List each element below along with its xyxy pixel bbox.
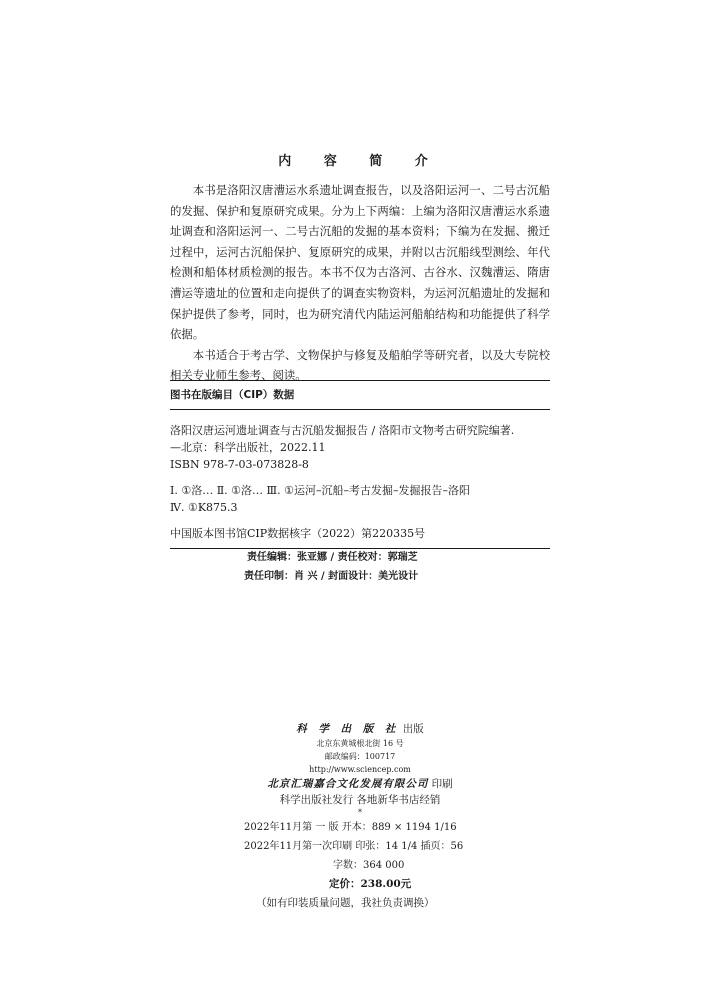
printer-line bbox=[0, 776, 720, 792]
cip-book-title: 洛阳汉唐运河遗址调查与古沉船发掘报告 / 洛阳市文物考古研究院编著. bbox=[170, 424, 515, 437]
summary-p1-line: 掘、搬迁过程中，运河古沉船保护、复原研究的成果，并附以古沉船线型 bbox=[170, 224, 550, 259]
summary-p1-line: 测绘、年代检测和船体材质检测的报告。本书不仅为古洛河、古谷水、汉 bbox=[170, 244, 550, 280]
summary-p1-line: 魏漕运、隋唐漕运等遗址的位置和走向提供了的调查实物资料，为运河沉 bbox=[170, 265, 550, 300]
distribution-line: 科学出版社发行 各地新华书店经销 bbox=[279, 794, 441, 806]
summary-p1-line: 船遗址的发掘和保护提供了参考，同时，也为研究清代内陆运河船舶结构 bbox=[170, 285, 550, 321]
cip-classification-1: Ⅰ. ①洛… Ⅱ. ①洛… Ⅲ. ①运河–沉船–考古发掘–发掘报告–洛阳 bbox=[170, 484, 470, 497]
summary-body bbox=[170, 180, 550, 386]
cip-heading: 图书在版编目（CIP）数据 bbox=[170, 389, 295, 401]
summary-p1-line: 本书是洛阳汉唐漕运水系遗址调查报告，以及洛阳运河一、二号古沉 bbox=[192, 183, 539, 197]
edition-block bbox=[0, 818, 720, 913]
publisher-line bbox=[0, 721, 720, 737]
cip-publisher-line: —北京：科学出版社，2022.11 bbox=[170, 441, 326, 454]
publisher-block bbox=[0, 721, 720, 818]
edition-row-1: 2022年11月第 一 版 开本：889 × 1194 1/16 bbox=[244, 822, 457, 833]
printer-name: 北京汇瑞嘉合文化发展有限公司 bbox=[267, 778, 429, 790]
separator-star: * bbox=[358, 808, 362, 817]
credits-editors: 责任编辑：张亚娜 / 责任校对：郭瑞芝 bbox=[247, 552, 418, 563]
printer-suffix: 印刷 bbox=[431, 778, 453, 790]
publisher-name: 科 学 出 版 社 bbox=[296, 723, 400, 735]
cip-number: 中国版本图书馆CIP数据核字（2022）第220335号 bbox=[170, 527, 426, 540]
cip-classification-2: Ⅳ. ①K875.3 bbox=[170, 501, 238, 514]
summary-p1-line: 系遗址调查和洛阳运河一、二号古沉船的发掘的基本资料；下编为在发 bbox=[170, 203, 550, 239]
publisher-postcode: 邮政编码：100717 bbox=[324, 752, 396, 761]
credits-block bbox=[0, 548, 720, 586]
quality-notice: （如有印装质量问题，我社负责调换） bbox=[256, 897, 435, 909]
publisher-suffix: 出版 bbox=[402, 723, 424, 735]
spacer bbox=[170, 516, 550, 525]
publisher-website: http://www.sciencep.com bbox=[309, 765, 411, 774]
summary-p2-line: 本书适合于考古学、文物保护与修复及船舶学等研究者，以及大专院 bbox=[192, 347, 539, 362]
price: 定价：238.00元 bbox=[329, 878, 412, 890]
summary-title: 内 容 简 介 bbox=[278, 154, 442, 169]
summary-p2-line: 校相关专业师生参考、阅读。 bbox=[170, 347, 550, 383]
credits-production: 责任印制：肖 兴 / 封面设计：美光设计 bbox=[244, 571, 419, 582]
spacer bbox=[170, 473, 550, 482]
spacer bbox=[170, 410, 550, 422]
cip-block bbox=[170, 380, 550, 549]
word-count: 字数：364 000 bbox=[333, 860, 405, 871]
publisher-address: 北京东黄城根北街 16 号 bbox=[316, 739, 404, 748]
edition-row-2: 2022年11月第一次印刷 印张：14 1/4 插页：56 bbox=[244, 841, 464, 852]
summary-paragraph-1 bbox=[170, 180, 550, 345]
summary-p1-line: 和功能提供了科学依据。 bbox=[170, 306, 550, 342]
cip-isbn: ISBN 978-7-03-073828-8 bbox=[170, 458, 309, 471]
summary-p1-line: 船的发掘、保护和复原研究成果。分为上下两编：上编为洛阳汉唐漕运水 bbox=[170, 183, 550, 218]
